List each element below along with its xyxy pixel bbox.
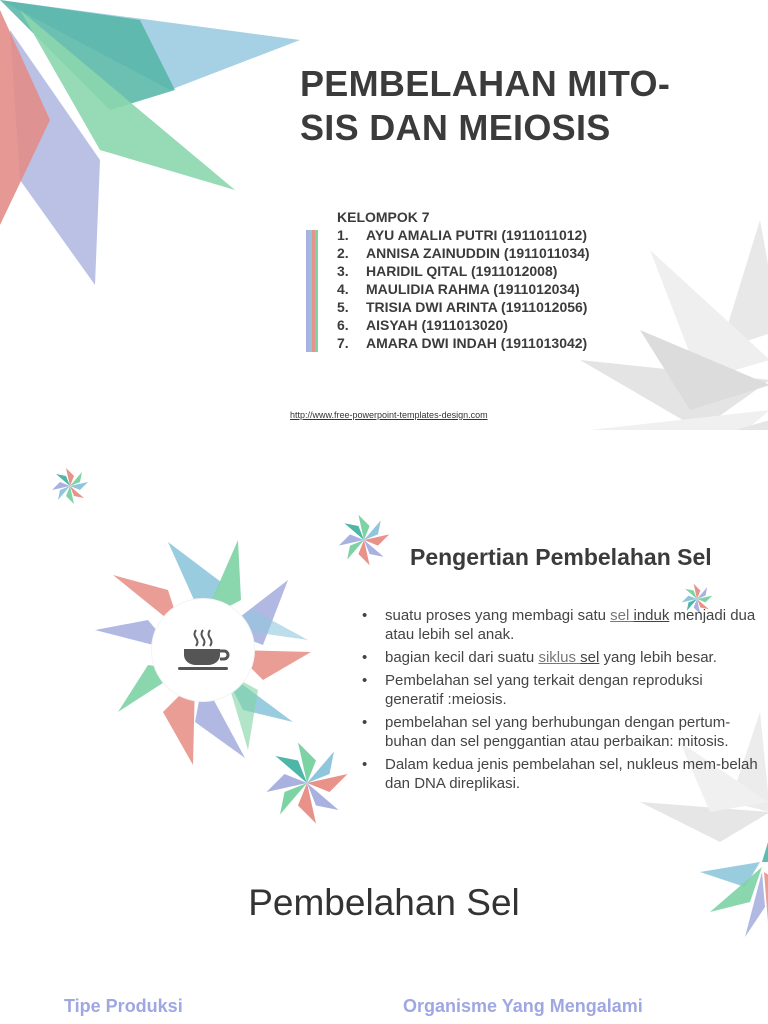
list-item: 1. AYU AMALIA PUTRI (1911011012) — [337, 227, 587, 243]
title-slide — [0, 0, 768, 430]
title-line-2: SIS DAN MEIOSIS — [300, 107, 611, 148]
icon-circle — [152, 599, 254, 701]
definition-slide — [0, 432, 768, 842]
link-sel[interactable]: sel — [610, 607, 630, 624]
small-flower-decoration — [50, 466, 90, 506]
list-item: 5. TRISIA DWI ARINTA (1911012056) — [337, 299, 588, 315]
link-sel-2[interactable]: sel — [580, 649, 600, 666]
group-label: KELOMPOK 7 — [337, 209, 430, 225]
list-item: 2. ANNISA ZAINUDDIN (1911011034) — [337, 245, 590, 261]
link-induk[interactable]: induk — [633, 607, 670, 624]
slide-title — [300, 62, 720, 150]
title-line-1: PEMBELAHAN MITO- — [300, 63, 671, 104]
list-item: 7. AMARA DWI INDAH (1911013042) — [337, 335, 588, 351]
list-item: 6. AISYAH (1911013020) — [337, 317, 508, 333]
bullet-list — [360, 606, 760, 797]
slide-title: Pembelahan Sel — [248, 882, 520, 923]
list-item: • Dalam kedua jenis pembelahan sel, nukleus mem-belah dan DNA direplikasi. — [360, 755, 760, 793]
list-item: • Pembelahan sel yang terkait dengan reproduksi generatif :meiosis. — [360, 671, 760, 709]
list-item: • pembelahan sel yang berhubungan dengan pertum-buhan dan sel penggantian atau perbaikan: mitosis. — [360, 713, 760, 751]
petal-decoration — [0, 0, 310, 300]
list-item: 3. HARIDIL QITAL (1911012008) — [337, 263, 558, 279]
accent-bars — [306, 230, 318, 352]
list-item: 4. MAULIDIA RAHMA (1911012034) — [337, 281, 580, 297]
list-item: • suatu proses yang membagi satu sel induk menjadi dua atau lebih sel anak. — [360, 606, 760, 644]
member-list — [337, 208, 590, 352]
flower-decoration-bottom — [262, 738, 352, 828]
link-siklus[interactable]: siklus — [538, 649, 581, 666]
grey-flower-decoration — [580, 210, 768, 430]
table-slide — [0, 842, 768, 1024]
column-header-2: Organisme Yang Mengalami — [403, 996, 643, 1016]
list-item: • bagian kecil dari suatu siklus sel yang lebih besar. — [360, 648, 760, 667]
column-header-1: Tipe Produksi — [64, 996, 183, 1016]
section-title: Pengertian Pembelahan Sel — [410, 544, 712, 570]
template-link[interactable]: http://www.free-powerpoint-templates-design.com — [290, 410, 488, 420]
flower-decoration — [336, 512, 392, 568]
coffee-cup-icon — [176, 627, 230, 673]
